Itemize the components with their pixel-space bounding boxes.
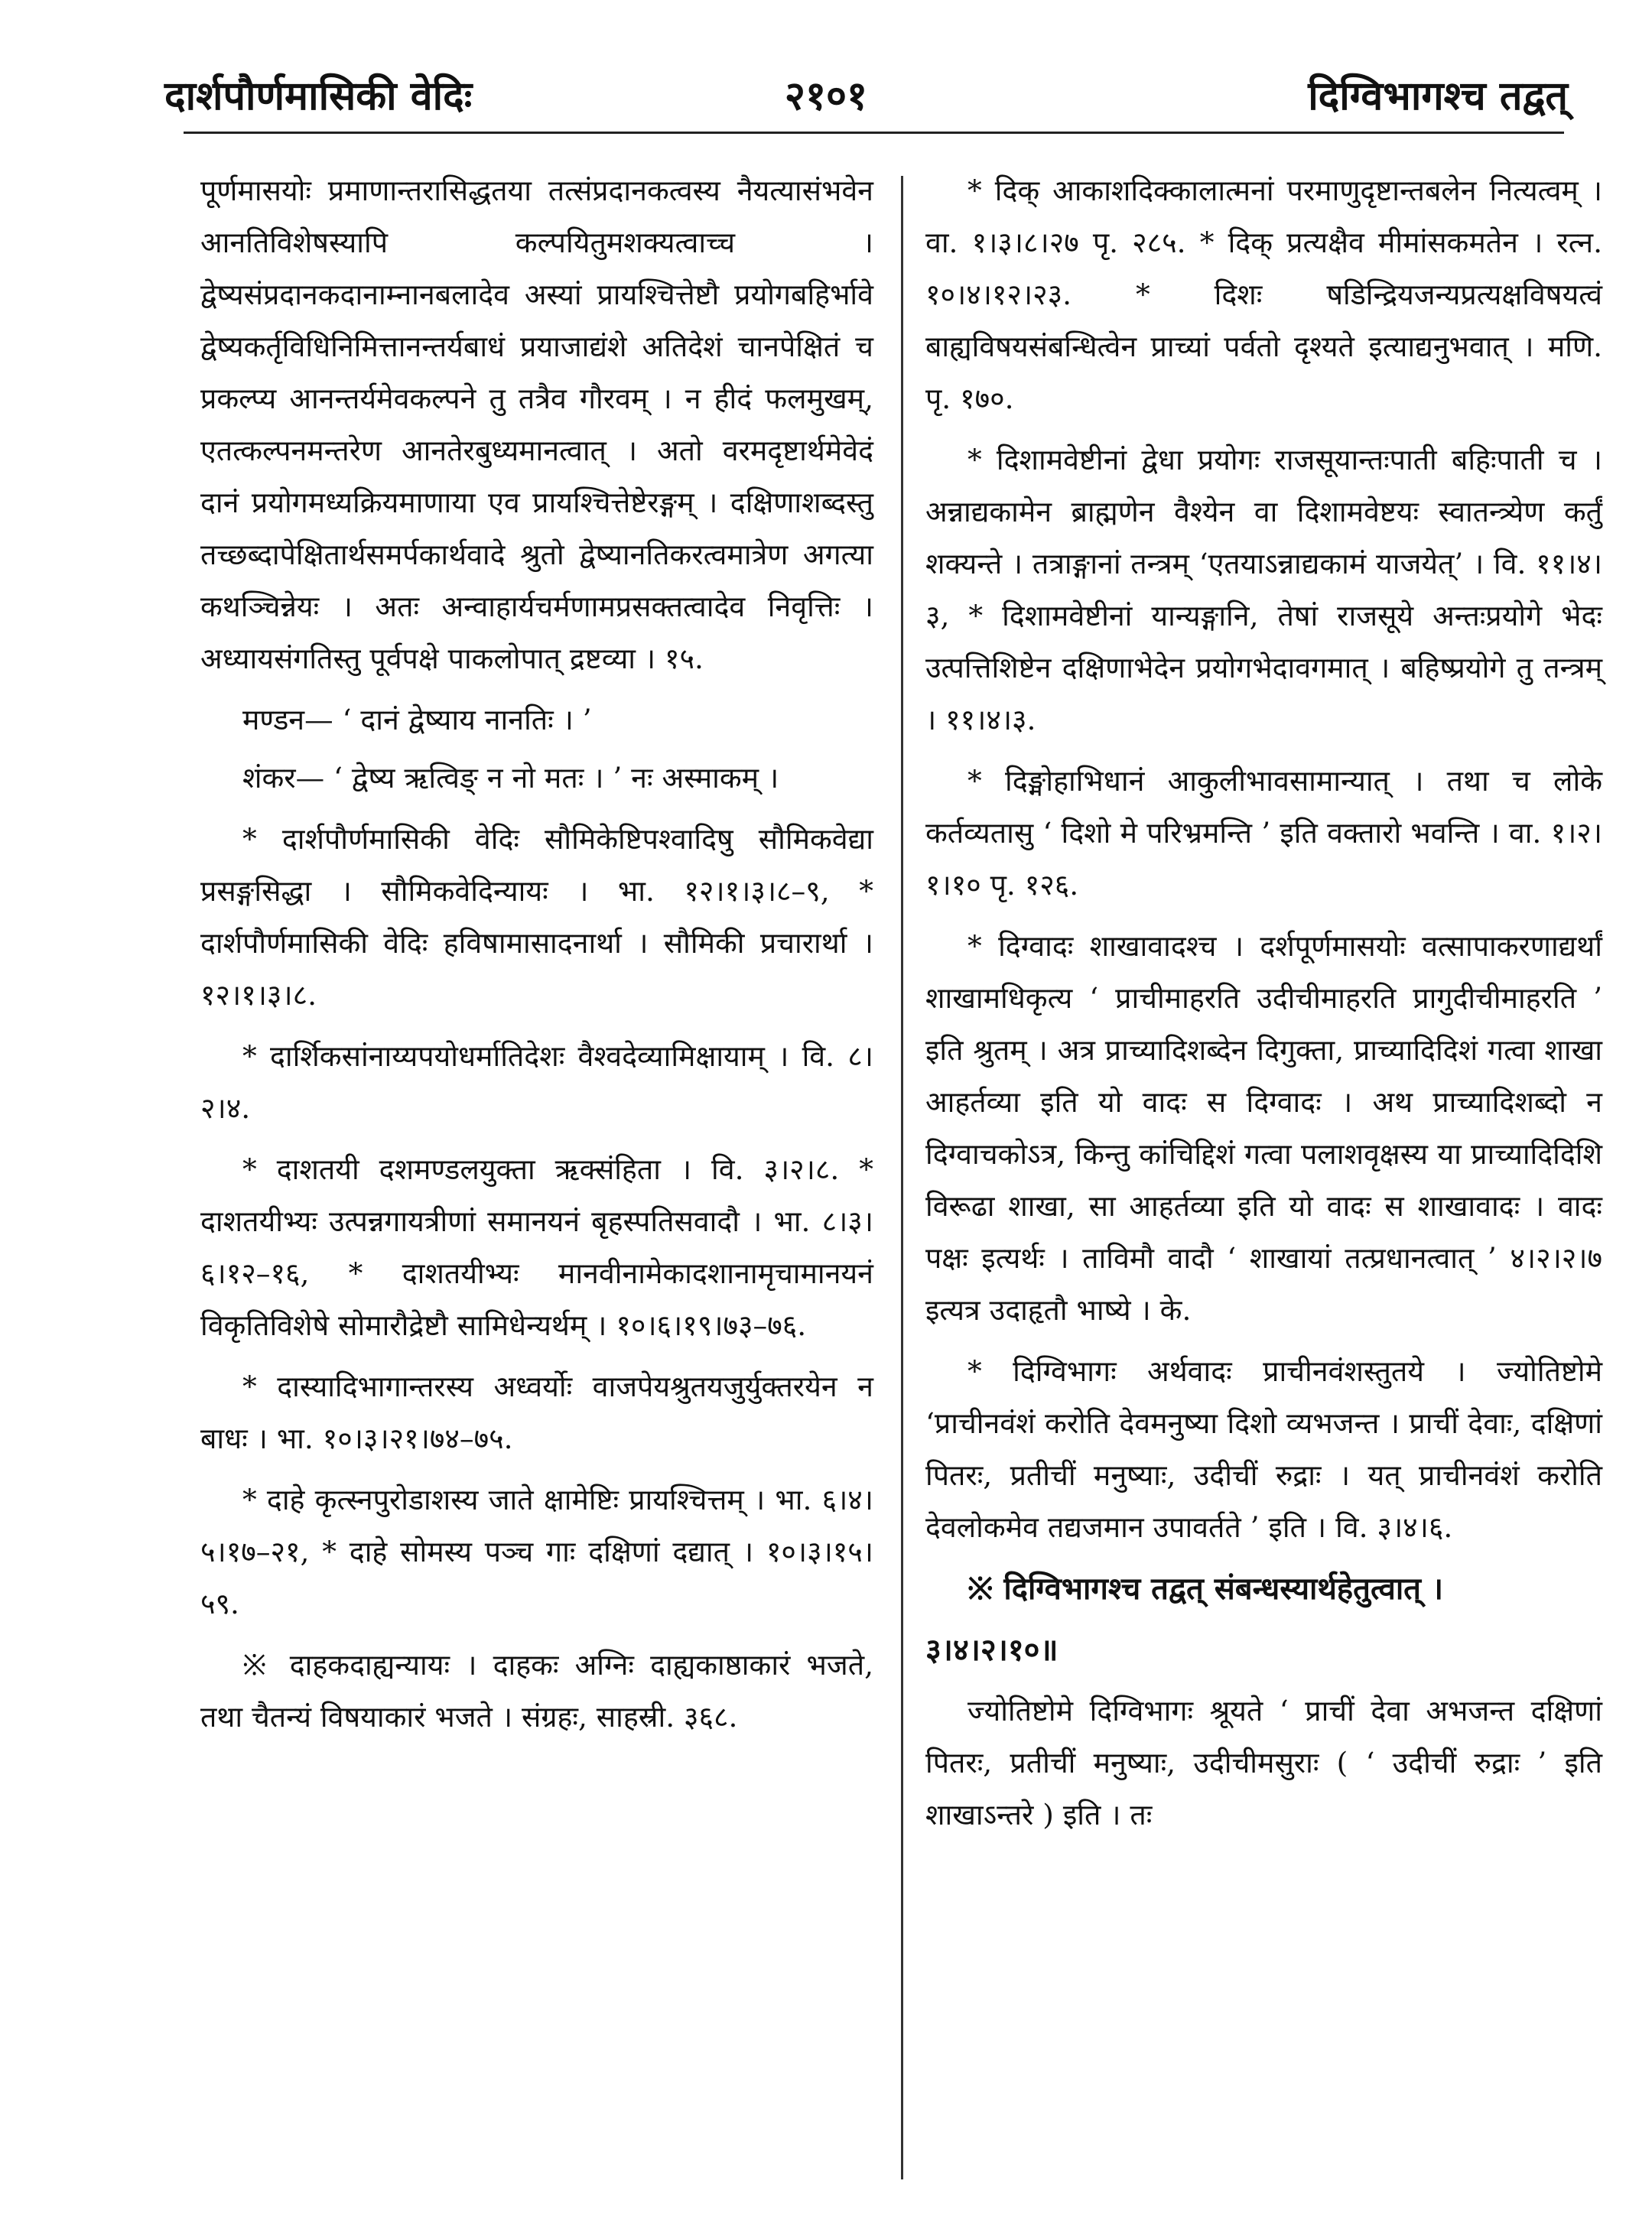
entry-paragraph: * दिग्वादः शाखावादश्च । दर्शपूर्णमासयोः वत्सापाकरणाद्यर्थां शाखामधिकृत्य ‘ प्राचीमाहरति उदीचीमाहरति प्रागुदीचीमाहरति ’ इति श्रुतम् । अत्र प्राच्यादिशब्देन दिगुक्ता, प्राच्यादिदिशं गत्वा शाखा आहर्तव्या इति यो वादः स दिग्वादः । अथ प्राच्यादिशब्दो न दिग्वाचकोऽत्र, किन्तु कांचिद्दिशं गत्वा पलाशवृक्षस्य या प्राच्यादिदिशि विरूढा शाखा, सा आहर्तव्या इति यो वादः स शाखावादः । वादः पक्षः इत्यर्थः । ताविमौ वादौ ‘ शाखायां तत्प्रधानत्वात् ’ ४।२।२।७ इत्यत्र उदाहृतौ भाष्ये । के.: [925, 929, 1602, 1327]
quote-line: मण्डन— ‘ दानं द्वेष्याय नानतिः । ’: [242, 703, 592, 736]
entry-paragraph: * दिक् आकाशदिक्कालात्मनां परमाणुदृष्टान्तबलेन नित्यत्वम् । वा. १।३।८।२७ पृ. २८५. * दिक् प्रत्यक्षैव मीमांसकमतेन । रत्न. १०।४।१२।२३. * दिशः षडिन्द्रियजन्यप्रत्यक्षविषयत्वं बाह्यविषयसंबन्धित्वेन प्राच्यां पर्वतो दृश्यते इत्याद्यनुभवात् । मणि. पृ. १७०.: [925, 174, 1602, 415]
entry-paragraph: * दिशामवेष्टीनां द्वेधा प्रयोगः राजसूयान्तःपाती बहिःपाती च । अन्नाद्यकामेन ब्राह्मणेन वैश्येन वा दिशामवेष्टयः स्वातन्त्र्येण कर्तुं शक्यन्ते । तत्राङ्गानां तन्त्रम् ‘एतयाऽन्नाद्यकामं याजयेत्’ । वि. ११।४।३, * दिशामवेष्टीनां यान्यङ्गानि, तेषां राजसूये अन्तःप्रयोगे भेदः उत्पत्तिशिष्टेन दक्षिणाभेदेन प्रयोगभेदावगमात् । बहिष्प्रयोगे तु तन्त्रम् । ११।४।३.: [925, 443, 1602, 736]
entry-paragraph: ज्योतिष्टोमे दिग्विभागः श्रूयते ‘ प्राचीं देवा अभजन्त दक्षिणां पितरः, प्रतीचीं मनुष्याः, उदीचीमसुराः ( ‘ उदीचीं रुद्राः ’ इति शाखाऽन्तरे ) इति । तः: [925, 1694, 1602, 1831]
left-column: [200, 164, 873, 1752]
entry-paragraph: पूर्णमासयोः प्रमाणान्तरासिद्धतया तत्संप्रदानकत्वस्य नैयत्यासंभवेन आनतिविशेषस्यापि कल्पयितुमशक्यत्वाच्च । द्वेष्यसंप्रदानकदानाम्नानबलादेव अस्यां प्रायश्चित्तेष्टौ प्रयोगबहिर्भावे द्वेष्यकर्तृविधिनिमित्तानन्तर्यबाधं प्रयाजाद्यंशे अतिदेशं चानपेक्षितं च प्रकल्प्य आनन्तर्यमेवकल्पने तु तत्रैव गौरवम् । न हीदं फलमुखम्, एतत्कल्पनमन्तरेण आनतेरबुध्यमानत्वात् । अतो वरमदृष्टार्थमेवेदं दानं प्रयोगमध्यक्रियमाणाया एव प्रायश्चित्तेष्टेरङ्गम् । दक्षिणाशब्दस्तु तच्छब्दापेक्षितार्थसमर्पकार्थवादे श्रुतो द्वेष्यानतिकरत्वमात्रेण अगत्या कथञ्चिन्नेयः । अतः अन्वाहार्यचर्मणामप्रसक्तत्वादेव निवृत्तिः । अध्यायसंगतिस्तु पूर्वपक्षे पाकलोपात् द्रष्टव्या । १५.: [200, 174, 873, 675]
entry-paragraph: ※ दाहकदाह्यन्यायः । दाहकः अग्निः दाह्यकाष्ठाकारं भजते, तथा चैतन्यं विषयाकारं भजते । संग्रहः, साहस्री. ३६८.: [200, 1648, 873, 1734]
sutra-number: ३।४।२।१०॥: [925, 1632, 1059, 1668]
header-rule: [184, 132, 1564, 134]
entry-paragraph: * दिग्विभागः अर्थवादः प्राचीनवंशस्तुतये । ज्योतिष्टोमे ‘प्राचीनवंशं करोति देवमनुष्या दिशो व्यभजन्त । प्राचीं देवाः, दक्षिणां पितरः, प्रतीचीं मनुष्याः, उदीचीं रुद्राः । यत् प्राचीनवंशं करोति देवलोकमेव तद्यजमान उपावर्तते ’ इति । वि. ३।४।६.: [925, 1354, 1602, 1544]
running-head-left: दार्शपौर्णमासिकी वेदिः: [164, 73, 473, 119]
entry-paragraph: * दार्शपौर्णमासिकी वेदिः सौमिकेष्टिपश्वादिषु सौमिकवेद्या प्रसङ्गसिद्धा । सौमिकवेदिन्यायः । भा. १२।१।३।८–९, * दार्शपौर्णमासिकी वेदिः हविषामासादनार्था । सौमिकी प्रचारार्था । १२।१।३।८.: [200, 822, 873, 1012]
column-divider: [901, 176, 903, 2179]
running-head-right: दिग्विभागश्च तद्वत्: [1308, 73, 1568, 119]
entry-paragraph: * दार्शिकसांनाय्यपयोधर्मातिदेशः वैश्वदेव्यामिक्षायाम् । वि. ८।२।४.: [200, 1039, 873, 1125]
right-column: [925, 164, 1602, 1850]
entry-paragraph: * दास्यादिभागान्तरस्य अध्वर्योः वाजपेयश्रुतयजुर्युक्तरयेन न बाधः । भा. १०।३।२१।७४–७५.: [200, 1370, 873, 1455]
quote-line: शंकर— ‘ द्वेष्य ऋत्विङ् न नो मतः । ’ नः अस्माकम् ।: [242, 761, 779, 795]
entry-paragraph: * दिङ्मोहाभिधानं आकुलीभावसामान्यात् । तथा च लोके कर्तव्यतासु ‘ दिशो मे परिभ्रमन्ति ’ इति वक्तारो भवन्ति । वा. १।२।१।१० पृ. १२६.: [925, 764, 1602, 902]
entry-paragraph: * दाहे कृत्स्नपुरोडाशस्य जाते क्षामेष्टिः प्रायश्चित्तम् । भा. ६।४।५।१७–२१, * दाहे सोमस्य पञ्च गाः दक्षिणां दद्यात् । १०।३।१५।५९.: [200, 1483, 873, 1620]
page-number: २१०१: [784, 73, 868, 119]
entry-paragraph: * दाशतयी दशमण्डलयुक्ता ऋक्संहिता । वि. ३।२।८. * दाशतयीभ्यः उत्पन्नगायत्रीणां समानयनं बृहस्पतिसवादौ । भा. ८।३।६।१२–१६, * दाशतयीभ्यः मानवीनामेकादशानामृचामानयनं विकृतिविशेषे सोमारौद्रेष्टौ सामिधेन्यर्थम् । १०।६।१९।७३–७६.: [200, 1152, 873, 1342]
sutra-heading: ※ दिग्विभागश्च तद्वत् संबन्धस्यार्थहेतुत्वात् ।: [967, 1571, 1444, 1607]
